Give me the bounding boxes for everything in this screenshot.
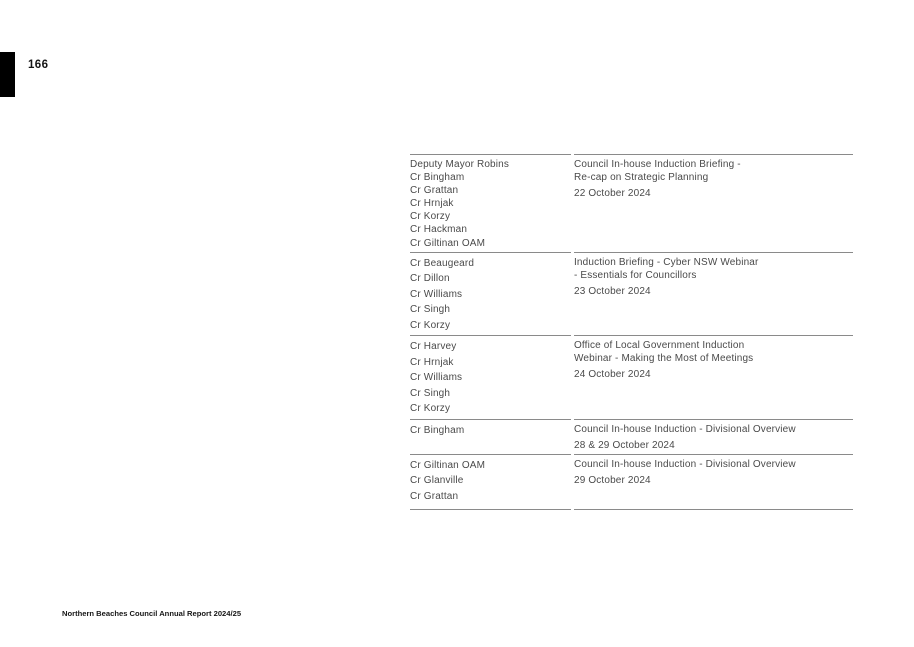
event-title: Council In-house Induction - Divisional Overview: [574, 458, 796, 470]
footer-text: Northern Beaches Council Annual Report 2024/25: [62, 609, 242, 618]
attendee-name: Cr Bingham: [410, 424, 465, 436]
event-title: Re-cap on Strategic Planning: [574, 172, 709, 183]
attendee-name: Cr Beaugeard: [410, 257, 475, 269]
event-date: 23 October 2024: [574, 285, 651, 297]
attendee-name: Deputy Mayor Robins: [410, 159, 510, 170]
table-bottom-rule: [410, 509, 853, 510]
attendee-name: Cr Hrnjak: [410, 356, 454, 368]
attendee-name: Cr Grattan: [410, 185, 459, 197]
event-title: Council In-house Induction Briefing -: [574, 159, 741, 170]
event-title: - Essentials for Councillors: [574, 269, 697, 281]
table-row: [410, 335, 853, 419]
attendee-name: Cr Bingham: [410, 172, 465, 184]
attendee-name: Cr Singh: [410, 304, 451, 316]
attendee-name: Cr Williams: [410, 288, 463, 300]
attendee-name: Cr Dillon: [410, 273, 450, 285]
table-row: [410, 454, 853, 509]
table-bottom-rule-left: [410, 509, 571, 510]
attendee-name: Cr Giltinan OAM: [410, 237, 486, 249]
attendees-cell: [410, 454, 571, 509]
induction-sessions-table: [410, 154, 853, 510]
attendee-name: Cr Korzy: [410, 319, 451, 331]
page-edge-tab: [0, 52, 15, 97]
attendee-name: Cr Harvey: [410, 341, 457, 353]
attendees-cell: [410, 419, 571, 454]
event-title: Induction Briefing - Cyber NSW Webinar: [574, 256, 759, 268]
event-date: 28 & 29 October 2024: [574, 439, 675, 451]
table-row: [410, 419, 853, 454]
event-title: Office of Local Government Induction: [574, 340, 745, 352]
event-date: 29 October 2024: [574, 474, 651, 486]
attendee-name: Cr Grattan: [410, 490, 459, 502]
event-cell: [574, 454, 853, 509]
page-number: 166: [28, 59, 49, 71]
table-bottom-rule-right: [574, 509, 853, 510]
event-cell: [574, 419, 853, 454]
attendee-name: Cr Glanville: [410, 475, 464, 487]
attendees-cell: [410, 252, 571, 336]
attendee-name: Cr Williams: [410, 372, 463, 384]
attendees-cell: [410, 154, 571, 252]
event-date: 24 October 2024: [574, 369, 651, 381]
event-cell: [574, 252, 853, 336]
event-date: 22 October 2024: [574, 188, 651, 199]
attendee-name: Cr Giltinan OAM: [410, 459, 486, 471]
event-title: Council In-house Induction - Divisional Overview: [574, 423, 796, 435]
attendee-name: Cr Hackman: [410, 224, 468, 236]
attendee-name: Cr Hrnjak: [410, 198, 454, 210]
event-cell: [574, 154, 853, 252]
event-cell: [574, 335, 853, 419]
attendee-name: Cr Korzy: [410, 211, 451, 223]
table-row: [410, 154, 853, 252]
attendee-name: Cr Korzy: [410, 403, 451, 415]
attendee-name: Cr Singh: [410, 387, 451, 399]
table-row: [410, 252, 853, 336]
attendees-cell: [410, 335, 571, 419]
event-title: Webinar - Making the Most of Meetings: [574, 353, 754, 365]
